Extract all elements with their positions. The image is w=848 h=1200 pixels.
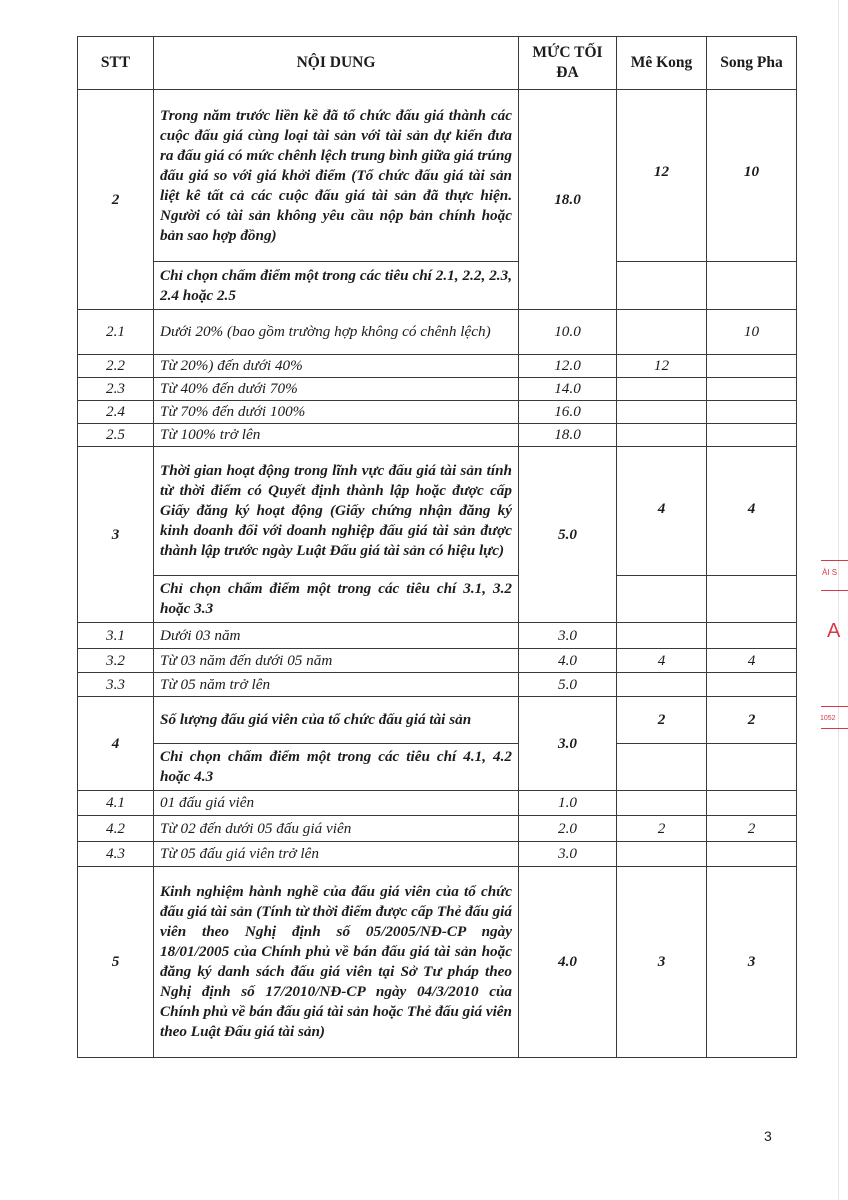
table-row (78, 90, 797, 262)
row-max: 2.0 (519, 816, 617, 842)
row-content: Từ 70% đến dưới 100% (154, 401, 519, 424)
row-stt: 2.3 (78, 378, 154, 401)
row-content: Từ 03 năm đến dưới 05 năm (154, 649, 519, 673)
row-songpha (707, 673, 797, 697)
row-max: 1.0 (519, 791, 617, 816)
row-max: 4.0 (519, 649, 617, 673)
row-max: 16.0 (519, 401, 617, 424)
stamp-edge-line (821, 728, 848, 729)
table-row (78, 744, 797, 791)
row-note: Chỉ chọn chấm điểm một trong các tiêu chí 3.1, 3.2 hoặc 3.3 (154, 576, 519, 623)
row-stt: 3.2 (78, 649, 154, 673)
stamp-edge-line (821, 706, 848, 707)
row-stt: 4.1 (78, 791, 154, 816)
row-mekong (617, 791, 707, 816)
row-songpha: 2 (707, 816, 797, 842)
row-max: 18.0 (519, 90, 617, 310)
row-mekong-empty (617, 744, 707, 791)
table-row (78, 378, 797, 401)
row-songpha (707, 791, 797, 816)
header-row (78, 37, 797, 90)
row-stt: 5 (78, 867, 154, 1058)
stamp-edge-text-top: ÀI S (822, 568, 838, 577)
row-content: Thời gian hoạt động trong lĩnh vực đấu giá tài sản tính từ thời điểm có Quyết định thành lập hoặc được cấp Giấy đăng ký hoạt động (Giấy chứng nhận đăng ký kinh doanh đối với doanh nghiệp đấu giá tài sản được thành lập trước ngày Luật Đấu giá tài sản có hiệu lực) (154, 447, 519, 576)
row-content: Từ 20%) đến dưới 40% (154, 355, 519, 378)
row-stt: 3 (78, 447, 154, 623)
row-mekong (617, 623, 707, 649)
row-content: Từ 02 đến dưới 05 đấu giá viên (154, 816, 519, 842)
row-stt: 4 (78, 697, 154, 791)
row-songpha (707, 378, 797, 401)
header-songpha: Song Pha (707, 37, 797, 90)
row-stt: 2.1 (78, 310, 154, 355)
row-mekong: 4 (617, 447, 707, 576)
row-mekong-empty (617, 576, 707, 623)
row-songpha: 4 (707, 447, 797, 576)
row-note: Chỉ chọn chấm điểm một trong các tiêu chí 2.1, 2.2, 2.3, 2.4 hoặc 2.5 (154, 262, 519, 310)
row-songpha (707, 842, 797, 867)
table-row (78, 673, 797, 697)
stamp-edge-text-bottom: 1052 (820, 715, 836, 722)
row-songpha (707, 355, 797, 378)
row-mekong: 2 (617, 697, 707, 744)
table-row (78, 649, 797, 673)
table-row (78, 310, 797, 355)
row-stt: 2.5 (78, 424, 154, 447)
row-mekong (617, 401, 707, 424)
row-content: 01 đấu giá viên (154, 791, 519, 816)
row-songpha-empty (707, 744, 797, 791)
row-mekong: 3 (617, 867, 707, 1058)
row-content: Từ 40% đến dưới 70% (154, 378, 519, 401)
row-stt: 2.2 (78, 355, 154, 378)
row-stt: 3.1 (78, 623, 154, 649)
stamp-edge-line (821, 560, 848, 561)
table-row (78, 424, 797, 447)
row-content: Dưới 20% (bao gồm trường hợp không có chênh lệch) (154, 310, 519, 355)
row-content: Từ 100% trở lên (154, 424, 519, 447)
page-fold-shadow (838, 0, 839, 1200)
row-max: 10.0 (519, 310, 617, 355)
header-content: NỘI DUNG (154, 37, 519, 90)
row-songpha: 10 (707, 310, 797, 355)
row-stt: 4.3 (78, 842, 154, 867)
row-stt: 2 (78, 90, 154, 310)
row-max: 18.0 (519, 424, 617, 447)
row-mekong: 4 (617, 649, 707, 673)
table-row (78, 791, 797, 816)
row-songpha: 2 (707, 697, 797, 744)
row-stt: 2.4 (78, 401, 154, 424)
row-content: Dưới 03 năm (154, 623, 519, 649)
table-row (78, 355, 797, 378)
stamp-edge-letter: A (827, 620, 841, 642)
row-content: Kinh nghiệm hành nghề của đấu giá viên của tổ chức đấu giá tài sản (Tính từ thời điểm được cấp Thẻ đấu giá viên theo Nghị định số 05/2005/NĐ-CP ngày 18/01/2005 của Chính phủ về bán đấu giá tài sản hoặc đăng ký danh sách đấu giá viên tại Sở Tư pháp theo Nghị định số 17/2010/NĐ-CP ngày 04/3/2010 của Chính phủ về bán đấu giá tài sản hoặc Thẻ đấu giá viên theo Luật Đấu giá tài sản) (154, 867, 519, 1058)
row-mekong: 12 (617, 355, 707, 378)
row-content: Từ 05 năm trở lên (154, 673, 519, 697)
row-max: 3.0 (519, 623, 617, 649)
row-mekong (617, 424, 707, 447)
row-songpha: 4 (707, 649, 797, 673)
header-stt: STT (78, 37, 154, 90)
row-max: 12.0 (519, 355, 617, 378)
row-songpha (707, 623, 797, 649)
row-mekong: 12 (617, 90, 707, 262)
row-stt: 3.3 (78, 673, 154, 697)
row-content: Số lượng đấu giá viên của tổ chức đấu giá tài sản (154, 697, 519, 744)
table-row (78, 401, 797, 424)
row-songpha: 10 (707, 90, 797, 262)
table-row (78, 262, 797, 310)
header-mekong: Mê Kong (617, 37, 707, 90)
page-number: 3 (764, 1128, 772, 1144)
row-songpha: 3 (707, 867, 797, 1058)
row-mekong (617, 310, 707, 355)
row-max: 4.0 (519, 867, 617, 1058)
row-songpha-empty (707, 576, 797, 623)
row-content: Trong năm trước liền kề đã tổ chức đấu giá thành các cuộc đấu giá cùng loại tài sản với tài sản dự kiến đưa ra đấu giá có mức chênh lệch trung bình giữa giá trúng đấu giá so với giá khởi điểm (Tổ chức đấu giá tài sản liệt kê tất cả các cuộc đấu giá tài sản đã thực hiện. Người có tài sản không yêu cầu nộp bản chính hoặc bản sao hợp đồng) (154, 90, 519, 262)
table-row (78, 842, 797, 867)
row-stt: 4.2 (78, 816, 154, 842)
stamp-edge-line (821, 590, 848, 591)
table-row (78, 623, 797, 649)
row-songpha-empty (707, 262, 797, 310)
row-max: 3.0 (519, 842, 617, 867)
row-mekong (617, 378, 707, 401)
row-songpha (707, 424, 797, 447)
table-row (78, 697, 797, 744)
table-row (78, 447, 797, 576)
table-row (78, 867, 797, 1058)
row-mekong (617, 673, 707, 697)
table-row (78, 816, 797, 842)
header-max: MỨC TỐI ĐA (519, 37, 617, 90)
row-max: 14.0 (519, 378, 617, 401)
table-row (78, 576, 797, 623)
row-mekong: 2 (617, 816, 707, 842)
row-note: Chỉ chọn chấm điểm một trong các tiêu chí 4.1, 4.2 hoặc 4.3 (154, 744, 519, 791)
row-max: 5.0 (519, 447, 617, 623)
row-content: Từ 05 đấu giá viên trở lên (154, 842, 519, 867)
row-max: 5.0 (519, 673, 617, 697)
row-mekong (617, 842, 707, 867)
row-songpha (707, 401, 797, 424)
row-max: 3.0 (519, 697, 617, 791)
scoring-table (77, 36, 797, 1058)
row-mekong-empty (617, 262, 707, 310)
